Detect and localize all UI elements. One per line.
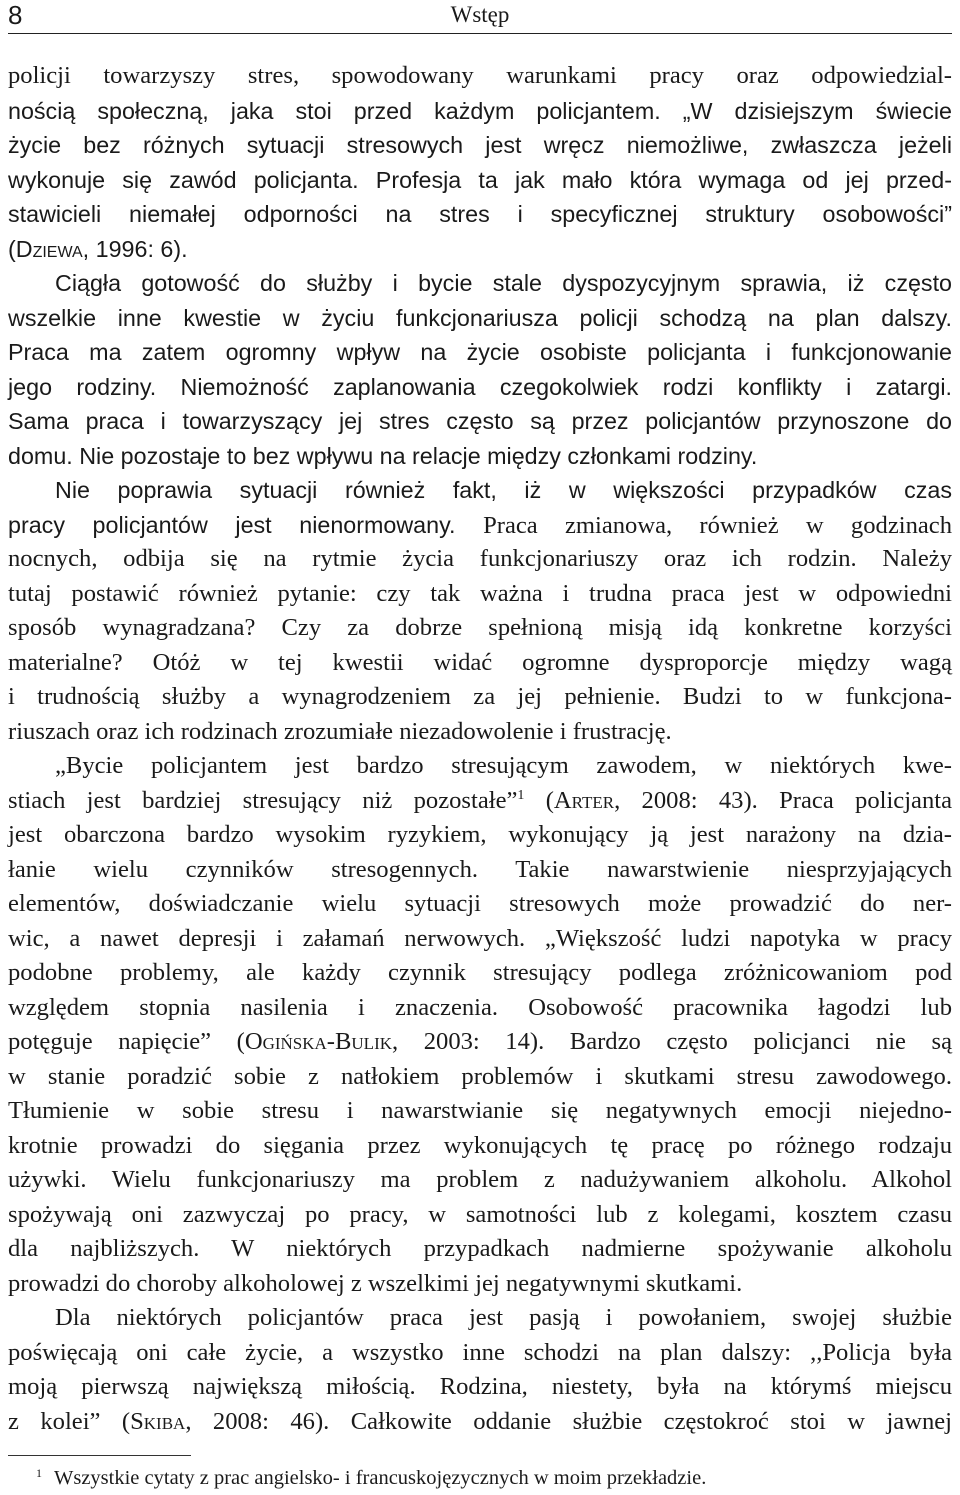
- text-line: [8, 232, 952, 267]
- citation-author: Arter: [553, 786, 615, 814]
- running-head: Wstęp: [450, 2, 510, 27]
- text-segment: i trudnością służby a wynagrodzeniem za jej pełnienie. Budzi to w funkcjona-: [8, 683, 952, 710]
- text-segment: łanie wielu czynników stresogennych. Takie nawarstwienie niesprzyjających: [8, 855, 952, 883]
- text-line: [8, 542, 952, 577]
- text-segment: elementów, doświadczanie wielu sytuacji stresowych może prowadzić do ner-: [8, 890, 952, 917]
- footnote-marker: 1: [36, 1466, 42, 1480]
- text-segment: wykonuje się zawód policjanta.: [8, 166, 376, 193]
- text-segment: jego rodziny. Niemożność zaplanowania czegokolwiek rodzi konflikty i zatargi.: [8, 373, 952, 400]
- page-header: [8, 0, 952, 34]
- text-line: [8, 163, 952, 198]
- text-segment: , 2003: 14). Bardzo często policjanci nie są: [392, 1028, 952, 1055]
- text-segment: Ciągła gotowość do służby i bycie stale dyspozycyjnym sprawia, iż często: [55, 270, 952, 296]
- text-segment: Tłumienie w sobie stresu i nawarstwianie się negatywnych emocji niejedno-: [8, 1097, 952, 1124]
- text-line: [8, 1405, 952, 1440]
- text-line: [8, 887, 952, 922]
- text-segment: , 1996: 6).: [82, 235, 188, 262]
- text-line: [8, 439, 952, 474]
- text-segment: jest obarczona bardzo wysokim ryzykiem, wykonujący ją jest narażony na dzia-: [8, 821, 952, 848]
- text-line: [8, 1301, 952, 1336]
- text-line: [8, 1370, 952, 1405]
- text-line: [8, 715, 952, 750]
- text-line: [8, 59, 952, 94]
- text-line: [8, 1232, 952, 1267]
- text-line: [8, 508, 952, 543]
- text-segment: tutaj postawić również pytanie: czy tak ważna i trudna praca jest w odpowiedni: [8, 579, 952, 607]
- text-line: [8, 680, 952, 715]
- text-segment: pracy policjantów jest nienormowany.: [8, 511, 484, 538]
- text-line: [8, 301, 952, 336]
- text-line: [8, 1025, 952, 1060]
- text-line: [8, 1129, 952, 1164]
- text-segment: riuszach oraz ich rodzinach zrozumiałe niezadowolenie i frustrację.: [8, 717, 672, 745]
- text-segment: poświęcają oni całe życie, a wszystko inne schodzi na plan dalszy: ,,Policja była: [8, 1338, 952, 1366]
- text-segment: prowadzi do choroby alkoholowej z wszelkimi jej negatywnymi skutkami.: [8, 1269, 743, 1297]
- text-segment: dla najbliższych. W niektórych przypadkach nadmierne spożywanie alkoholu: [8, 1235, 952, 1262]
- text-line: [8, 1198, 952, 1233]
- text-segment: „Bycie policjantem jest bardzo stresującym zawodem, w niektórych kwe-: [55, 752, 952, 779]
- text-segment: spożywają oni zazwyczaj po pracy, w samotności lub z kolegami, kosztem czasu: [8, 1200, 952, 1228]
- text-line: [8, 370, 952, 405]
- text-line: [8, 94, 952, 129]
- text-segment: policji towarzyszy stres, spowodowany warunkami pracy oraz odpowiedzial-: [8, 62, 952, 89]
- text-line: [8, 128, 952, 163]
- text-segment: moją pierwszą największą miłością. Rodzina, niestety, była na którymś miejscu: [8, 1373, 952, 1400]
- text-segment: (: [8, 235, 16, 262]
- text-line: [8, 1094, 952, 1129]
- text-line: [8, 1267, 952, 1302]
- text-segment: domu. Nie pozostaje to bez wpływu na relacje między członkami rodziny.: [8, 442, 758, 469]
- text-segment: nością społeczną, jaka stoi przed każdym policjantem. „W dzisiejszym świecie: [8, 97, 952, 124]
- text-line: [8, 577, 952, 612]
- text-segment: Nie poprawia sytuacji również fakt, iż w większości przypadków czas: [55, 477, 952, 503]
- text-line: [8, 818, 952, 853]
- text-segment: Praca zmianowa, również w godzinach: [483, 511, 952, 539]
- text-line: [8, 266, 952, 301]
- text-line: [8, 1060, 952, 1095]
- text-segment: Praca ma zatem ogromny wpływ na życie osobiste policjanta i funkcjonowanie: [8, 339, 952, 365]
- text-line: [8, 473, 952, 508]
- text-segment: życie bez różnych sytuacji stresowych jest wręcz niemożliwe, zwłaszcza jeżeli: [8, 132, 952, 158]
- text-line: [8, 197, 952, 232]
- text-segment: wszelkie inne kwestie w życiu funkcjonariusza policji schodzą na plan dalszy.: [8, 304, 952, 331]
- citation-author: Ogińska-Bulik: [244, 1028, 393, 1055]
- page-number: 8: [8, 0, 23, 30]
- text-line: [8, 611, 952, 646]
- text-segment: nocnych, odbija się na rytmie życia funkcjonariuszy oraz ich rodzin. Należy: [8, 545, 952, 572]
- text-line: [8, 1336, 952, 1371]
- text-segment: Sama praca i towarzyszący jej stres często są przez policjantów przynoszone do: [8, 408, 952, 434]
- text-segment: sposób wynagradzana? Czy za dobrze spełnioną misją idą konkretne korzyści: [8, 614, 952, 641]
- text-segment: krotnie prowadzi do sięgania przez wykonujących tę pracę po różnego rodzaju: [8, 1131, 952, 1159]
- text-segment: Dla niektórych policjantów praca jest pasją i powołaniem, swojej służbie: [55, 1304, 952, 1331]
- citation-author: Dziewa: [15, 235, 83, 262]
- footnote-reference: 1: [517, 787, 525, 803]
- text-line: [8, 335, 952, 370]
- footnote-rule: [8, 1455, 191, 1456]
- text-segment: używki. Wielu funkcjonariuszy ma problem z nadużywaniem alkoholu. Alkohol: [8, 1166, 952, 1193]
- citation-author: Skiba: [130, 1407, 186, 1435]
- text-segment: w stanie poradzić sobie z natłokiem problemów i skutkami stresu zawodowego.: [8, 1062, 952, 1090]
- text-segment: względem stopnia nasilenia i znaczenia. Osobowość pracownika łagodzi lub: [8, 993, 952, 1021]
- text-segment: Profesja ta jak mało która wymaga od jej przed-: [375, 166, 952, 193]
- text-segment: potęguje napięcie” (: [8, 1028, 245, 1055]
- text-segment: (: [524, 786, 554, 814]
- body-text: [8, 59, 952, 1439]
- text-segment: wic, a nawet depresji i załamań nerwowych. „Większość ludzi napotyka w pracy: [8, 924, 952, 952]
- text-segment: podobne problemy, ale każdy czynnik stresujący podlega zróżnicowaniom pod: [8, 959, 952, 986]
- text-line: [8, 404, 952, 439]
- text-line: [8, 784, 952, 819]
- text-segment: stawicieli niemałej odporności na stres i specyficznej struktury osobowości”: [8, 201, 952, 227]
- text-segment: z kolei” (: [8, 1407, 131, 1435]
- footnote-text: Wszystkie cytaty z prac angielsko- i francuskojęzycznych w moim przekładzie.: [54, 1467, 707, 1489]
- text-line: [8, 646, 952, 681]
- text-segment: , 2008: 46). Całkowite oddanie służbie częstokroć stoi w jawnej: [185, 1407, 952, 1435]
- text-segment: materialne? Otóż w tej kwestii widać ogromne dysproporcje między wagą: [8, 648, 952, 676]
- text-line: [8, 749, 952, 784]
- text-line: [8, 1163, 952, 1198]
- text-line: [8, 956, 952, 991]
- text-line: [8, 991, 952, 1026]
- text-segment: stiach jest bardziej stresujący niż pozostałe”: [8, 786, 518, 814]
- footnote: [36, 1466, 706, 1490]
- text-line: [8, 922, 952, 957]
- text-segment: , 2008: 43). Praca policjanta: [614, 786, 953, 814]
- text-line: [8, 853, 952, 888]
